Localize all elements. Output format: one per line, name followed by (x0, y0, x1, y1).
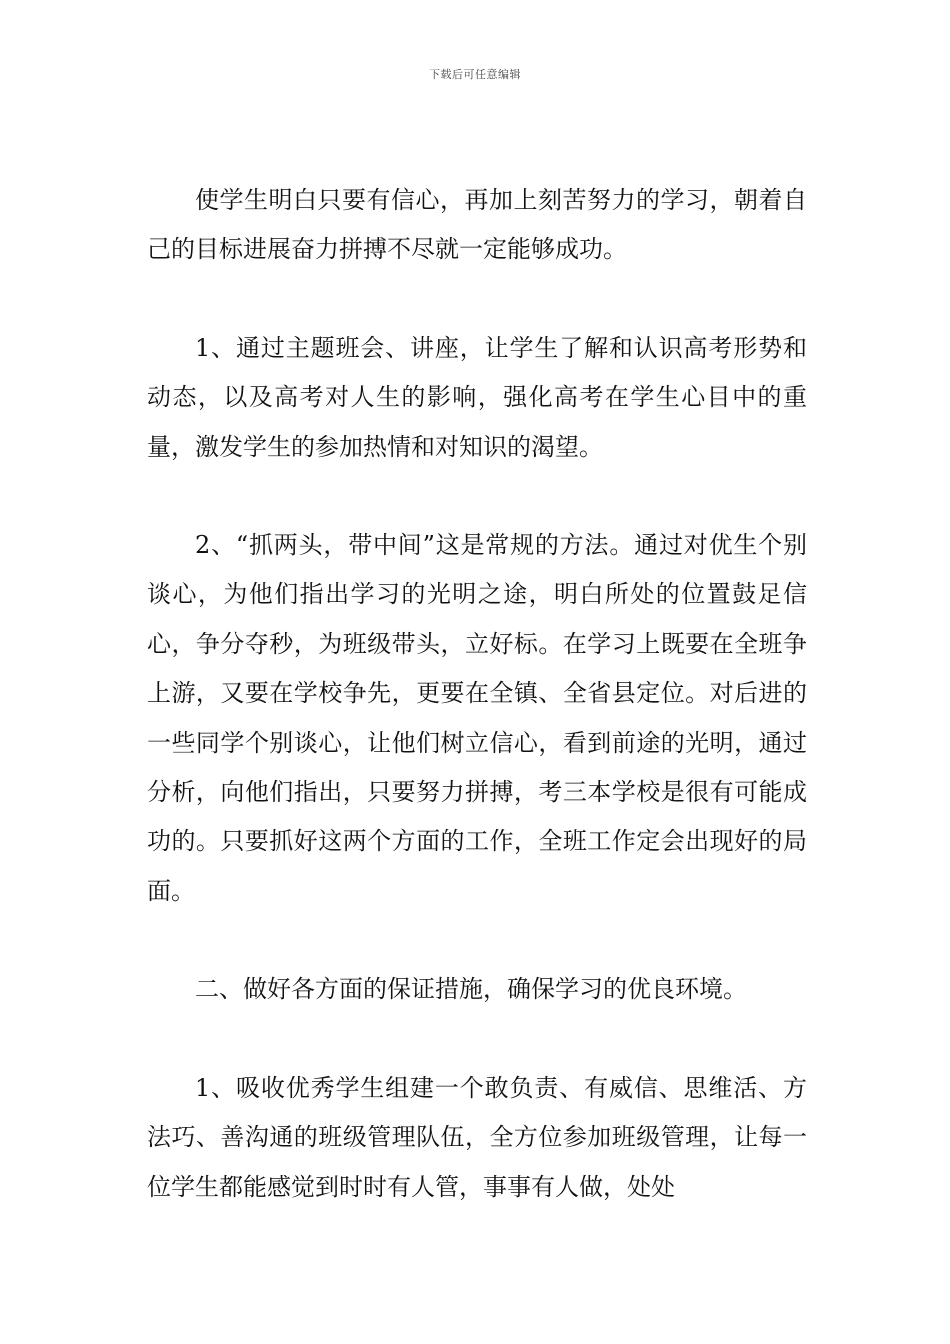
paragraph-item-1-theme-meetings: 1、通过主题班会、讲座，让学生了解和认识高考形势和动态，以及高考对人生的影响，强化高考在学生心目中的重量，激发学生的参加热情和对知识的渴望。 (147, 333, 807, 461)
page-header-note: 下载后可任意编辑 (429, 68, 521, 81)
section-heading-two: 二、做好各方面的保证措施，确保学习的优良环境。 (195, 975, 747, 1004)
paragraph-intro: 使学生明白只要有信心，再加上刻苦努力的学习，朝着自己的目标进展奋力拼搏不尽就一定能够成功。 (147, 186, 807, 264)
document-body (147, 176, 807, 1212)
paragraph-gap (147, 472, 807, 521)
paragraph-gap (147, 275, 807, 324)
paragraph-item-2-both-ends: 2、“抓两头，带中间”这是常规的方法。通过对优生个别谈心，为他们指出学习的光明之途，明白所处的位置鼓足信心，争分夺秒，为班级带头，立好标。在学习上既要在全班争上游，又要在学校争先，更要在全镇、全省县定位。对后进的一些同学个别谈心，让他们树立信心，看到前途的光明，通过分析，向他们指出，只要努力拼搏，考三本学校是很有可能成功的。只要抓好这两个方面的工作，全班工作定会出现好的局面。 (147, 531, 807, 905)
paragraph-gap (147, 916, 807, 965)
paragraph-item-1-management-team: 1、吸收优秀学生组建一个敢负责、有威信、思维活、方法巧、善沟通的班级管理队伍，全方位参加班级管理，让每一位学生都能感觉到时时有人管，事事有人做，处处 (147, 1073, 807, 1201)
paragraph-gap (147, 1015, 807, 1064)
